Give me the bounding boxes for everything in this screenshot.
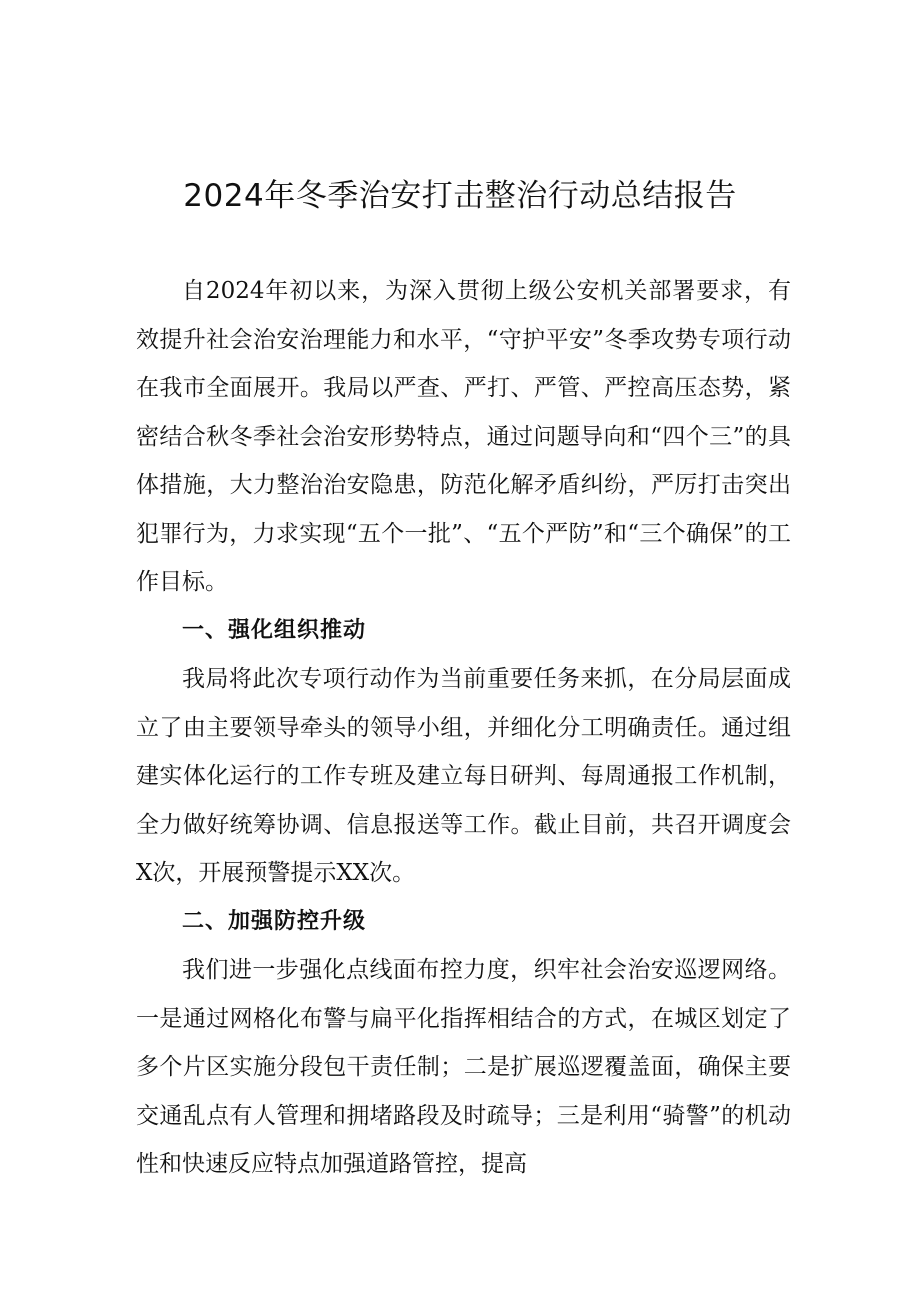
intro-paragraph: 自2024年初以来，为深入贯彻上级公安机关部署要求，有效提升社会治安治理能力和水平，“守护平安”冬季攻势专项行动在我市全面展开。我局以严查、严打、严管、严控高压态势，紧密结合秋冬季社会治安形势特点，通过问题导向和“四个三”的具体措施，大力整治治安隐患，防范化解矛盾纠纷，严厉打击突出犯罪行为，力求实现“五个一批”、“五个严防”和“三个确保”的工作目标。 xyxy=(136,278,791,595)
section-1-paragraph: 我局将此次专项行动作为当前重要任务来抓，在分局层面成立了由主要领导牵头的领导小组，并细化分工明确责任。通过组建实体化运行的工作专班及建立每日研判、每周通报工作机制，全力做好统筹协调、信息报送等工作。截止目前，共召开调度会X次，开展预警提示XX次。 xyxy=(136,666,791,886)
document-body xyxy=(136,267,791,1189)
section-2-paragraph: 我们进一步强化点线面布控力度，织牢社会治安巡逻网络。一是通过网格化布警与扁平化指挥相结合的方式，在城区划定了多个片区实施分段包干责任制；二是扩展巡逻覆盖面，确保主要交通乱点有人管理和拥堵路段及时疏导；三是利用“骑警”的机动性和快速反应特点加强道路管控，提高 xyxy=(136,957,791,1177)
section-heading-1: 一、强化组织推动 xyxy=(182,617,367,643)
document-title: 2024年冬季治安打击整治行动总结报告 xyxy=(183,178,737,214)
section-heading-2: 二、加强防控升级 xyxy=(182,908,367,934)
